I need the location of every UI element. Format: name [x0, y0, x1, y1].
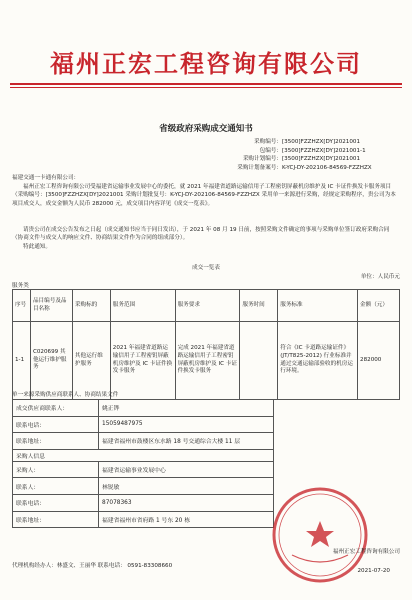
table-cell: 其他运行维护服务: [72, 322, 110, 400]
info-key: 成交供应商联系人：: [13, 400, 99, 417]
info-key: 联系地址：: [13, 433, 99, 450]
meta-key: 包编号：: [259, 147, 282, 154]
meta-row: [220, 138, 400, 147]
column-header: 服务时间: [240, 290, 278, 322]
meta-key: 采购计划备案号：: [237, 164, 282, 171]
column-header: 金额（元）: [358, 290, 400, 322]
table-row: [13, 494, 274, 511]
info-value: 87078363: [99, 494, 274, 511]
procurement-meta: [220, 138, 400, 172]
info-key: 联系人：: [13, 478, 99, 495]
meta-value: K-YCJ-DY-202106-84569-FZZHZX: [282, 164, 372, 171]
meta-row: [220, 164, 400, 173]
currency-unit: 单位：人民币元: [360, 274, 400, 280]
info-value: 福建省福州市省府路 1 号东 20 栋: [99, 511, 274, 528]
table-cell: 完成 2021 年福建省道路运输信用子工程密钥屏蔽机房维护及 IC 卡证件换发卡服务: [175, 322, 240, 400]
table-cell: 1-1: [13, 322, 31, 400]
notice-paragraph-1: 福州正宏工程咨询有限公司受福建省运输事业发展中心的委托，就 2021 年福建省道路运输信用子工程密钥屏蔽机房维护及 IC 卡证件换发卡服务项目（采购编号：[3500]FZZHZX[DY]2021001 采购计划批复号：K-YCJ-DY-202106-84569-FZZHZX 采用单一来源进行采购，经规定采购程序，贵公司为本项目成交人，成交金额为人民币 282000 元，成交项目内容详见《成交一览表》。: [12, 184, 396, 207]
info-key: 联系地址：: [13, 511, 99, 528]
signing-date: 2021-07-20: [357, 568, 390, 574]
meta-value: [3500]FZZHZX[DY]2021001: [282, 156, 361, 162]
list-title: 成交一览表: [192, 265, 220, 271]
column-header: 品目编号及品目名称: [30, 290, 72, 322]
meta-row: [220, 155, 400, 164]
service-table: [12, 289, 400, 400]
table-cell: C020699 其他运行维护服务: [30, 322, 72, 400]
table-header-row: [13, 290, 400, 322]
info-key: 联系电话：: [13, 416, 99, 433]
meta-key: 采购计划编号：: [242, 156, 282, 162]
info-key: 联系电话：: [13, 494, 99, 511]
meta-row: [220, 147, 400, 156]
table-row: [13, 433, 274, 450]
meta-value: [3500]FZZHZX[DY]2021001: [282, 139, 361, 145]
table-row: [13, 416, 274, 433]
info-value: 15059487975: [99, 416, 274, 433]
table-row: [13, 400, 274, 417]
notice-paragraph-2: 请贵公司在成交公告发布之日起（成交通知书应当于同日发出），于 2021 年 08 月 19 日前，按照采购文件确定的事项与采购单位签订政府采购合同（协商文件与成交人的响应文件、协商结果文件作为合同的组成部分）。: [12, 227, 390, 242]
table-row: [13, 461, 274, 478]
table-cell: 2021 年福建省道路运输信用子工程密钥屏蔽机房维护及 IC 卡证件换发卡服务: [110, 322, 175, 400]
table-cell: [240, 322, 278, 400]
table-row: [13, 322, 400, 400]
meta-value: [3500]FZZHZX[DY]2021001-1: [282, 147, 366, 154]
info-value: 福建省福州市鼓楼区东水路 18 号交通综合大楼 11 层: [99, 433, 274, 450]
letterhead-rule-thin: [10, 87, 402, 88]
table-cell: 符合《IC 卡道路运输证件》(JT/T825-2012) 行业标准并通过交通运输部验收的机房运行环境。: [278, 322, 358, 400]
service-section-label: 服务类: [12, 283, 29, 289]
company-letterhead: 福州正宏工程咨询有限公司: [50, 49, 362, 78]
table-row: [13, 449, 274, 461]
info-value: 福建省运输事业发展中心: [99, 461, 274, 478]
column-header: 采购标的: [72, 290, 110, 322]
info-value: 姚正铧: [99, 400, 274, 417]
addressee: 福建交通一卡通有限公司：: [12, 175, 80, 181]
column-header: 服务标准: [278, 290, 358, 322]
table-cell: 282000: [358, 322, 400, 400]
info-value: 林锐敏: [99, 478, 274, 495]
table-row: [13, 478, 274, 495]
notice-closing: 特此通知。: [23, 244, 51, 250]
buyer-section-label: 采购人信息: [13, 449, 274, 461]
vendor-section-label: 单一来源采购供应商联系人、协商结果文件: [12, 392, 119, 398]
contact-info-table: [12, 399, 274, 528]
meta-key: 采购编号：: [254, 139, 282, 145]
column-header: 序号: [13, 290, 31, 322]
document-title: 省级政府采购成交通知书: [159, 124, 253, 134]
company-seal-icon: [270, 485, 370, 585]
column-header: 服务要求: [175, 290, 240, 322]
column-header: 服务范围: [110, 290, 175, 322]
letterhead-rule: [10, 83, 402, 85]
agency-handler-line: 代理机构经办人：林盛文、王丽华 联系电话： 0591-83308660: [12, 563, 173, 569]
table-row: [13, 511, 274, 528]
signing-company: 福州正宏工程咨询有限公司: [332, 549, 400, 555]
info-key: 采购人：: [13, 461, 99, 478]
